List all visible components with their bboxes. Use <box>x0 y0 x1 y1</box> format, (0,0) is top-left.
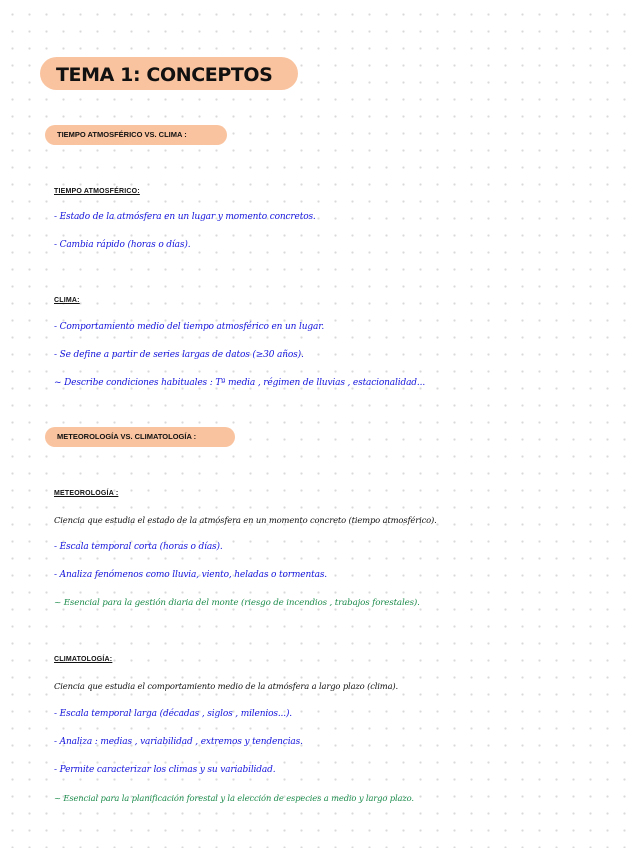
block-header-climatologia: CLIMATOLOGÍA: <box>54 656 113 663</box>
page-title: TEMA 1: CONCEPTOS <box>40 57 298 90</box>
block-header-tiempo-atmosferico: TIEMPO ATMOSFÉRICO: <box>54 188 140 195</box>
note-line-highlight: ~ Esencial para la gestión diaria del monte (riesgo de incendios , trabajos forestales). <box>54 598 420 608</box>
note-line: - Escala temporal larga (décadas , siglos , milenios...). <box>54 709 293 719</box>
note-line: - Analiza fenómenos como lluvia, viento, heladas o tormentas. <box>54 570 327 580</box>
note-line-definition: Ciencia que estudia el comportamiento medio de la atmósfera a largo plazo (clima). <box>54 681 399 691</box>
note-line: - Permite caracterizar los climas y su variabilidad. <box>54 765 276 775</box>
note-line: - Escala temporal corta (horas o días). <box>54 542 223 552</box>
note-line: - Comportamiento medio del tiempo atmosférico en un lugar. <box>54 322 325 332</box>
note-line: - Se define a partir de series largas de datos (≥30 años). <box>54 350 304 360</box>
note-line: - Analiza : medias , variabilidad , extremos y tendencias. <box>54 737 303 747</box>
note-line-definition: Ciencia que estudia el estado de la atmósfera en un momento concreto (tiempo atmosférico). <box>54 515 437 525</box>
section-label-meteorologia-vs-climatologia: METEOROLOGÍA VS. CLIMATOLOGÍA : <box>45 427 235 447</box>
section-label-tiempo-vs-clima: TIEMPO ATMOSFÉRICO VS. CLIMA : <box>45 125 227 145</box>
note-line: - Estado de la atmósfera en un lugar y momento concretos. <box>54 212 316 222</box>
note-line: ~ Describe condiciones habituales : Tª media , régimen de lluvias , estacionalidad... <box>54 378 426 388</box>
block-header-meteorologia: METEOROLOGÍA : <box>54 490 119 497</box>
block-header-clima: CLIMA: <box>54 297 80 304</box>
note-line: - Cambia rápido (horas o días). <box>54 240 191 250</box>
note-line-highlight: ~ Esencial para la planificación forestal y la elección de especies a medio y largo plazo. <box>54 793 414 803</box>
